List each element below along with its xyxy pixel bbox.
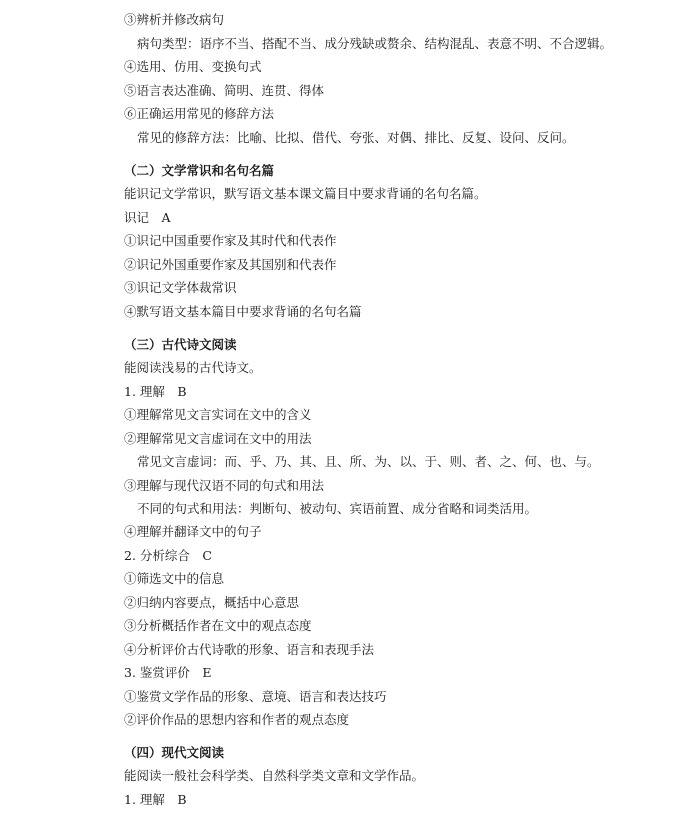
- item-sentence-patterns: ④选用、仿用、变换句式: [124, 59, 262, 74]
- item-recite-passages: ④默写语文基本篇目中要求背诵的名句名篇: [124, 304, 362, 319]
- level-appreciate: 3. 鉴赏评价 E: [124, 665, 212, 680]
- rhetoric-methods: 常见的修辞方法：比喻、比拟、借代、夸张、对偶、排比、反复、设问、反问。: [137, 130, 575, 145]
- sentence-error-types: 病句类型：语序不当、搭配不当、成分残缺或赘余、结构混乱、表意不明、不合逻辑。: [137, 36, 613, 51]
- item-filter-info: ①筛选文中的信息: [124, 571, 225, 586]
- item-chinese-writers: ①识记中国重要作家及其时代和代表作: [124, 233, 337, 248]
- function-words-list: 常见文言虚词：而、乎、乃、其、且、所、为、以、于、则、者、之、何、也、与。: [137, 454, 600, 469]
- item-translate: ④理解并翻译文中的句子: [124, 524, 262, 539]
- item-poetry-analysis: ④分析评价古代诗歌的形象、语言和表现手法: [124, 642, 375, 657]
- level-understand-modern: 1. 理解 B: [124, 792, 187, 807]
- modern-intro: 能阅读一般社会科学类、自然科学类文章和文学作品。: [124, 768, 425, 783]
- section-heading-modern: （四）现代文阅读: [124, 745, 225, 760]
- item-genres: ③识记文学体裁常识: [124, 280, 237, 295]
- item-content-words: ①理解常见文言实词在文中的含义: [124, 407, 312, 422]
- item-appreciate-works: ①鉴赏文学作品的形象、意境、语言和表达技巧: [124, 689, 387, 704]
- level-analyze: 2. 分析综合 C: [124, 548, 212, 563]
- item-correct-sentences: ③辨析并修改病句: [124, 12, 225, 27]
- sentence-forms-list: 不同的句式和用法：判断句、被动句、宾语前置、成分省略和词类活用。: [137, 501, 538, 516]
- classical-intro: 能阅读浅易的古代诗文。: [124, 360, 262, 375]
- literature-intro: 能识记文学常识，默写语文基本课文篇目中要求背诵的名句名篇。: [124, 186, 487, 201]
- item-author-view: ③分析概括作者在文中的观点态度: [124, 618, 312, 633]
- section-heading-literature: （二）文学常识和名句名篇: [124, 163, 275, 178]
- item-rhetoric: ⑥正确运用常见的修辞方法: [124, 106, 275, 121]
- item-evaluate-works: ②评价作品的思想内容和作者的观点态度: [124, 712, 350, 727]
- item-function-words: ②理解常见文言虚词在文中的用法: [124, 431, 312, 446]
- item-summarize: ②归纳内容要点，概括中心意思: [124, 595, 300, 610]
- level-memorize: 识记 A: [124, 210, 171, 225]
- item-sentence-forms: ③理解与现代汉语不同的句式和用法: [124, 478, 325, 493]
- section-heading-classical: （三）古代诗文阅读: [124, 337, 237, 352]
- item-foreign-writers: ②识记外国重要作家及其国别和代表作: [124, 257, 337, 272]
- level-understand: 1. 理解 B: [124, 384, 187, 399]
- item-expression-quality: ⑤语言表达准确、简明、连贯、得体: [124, 83, 325, 98]
